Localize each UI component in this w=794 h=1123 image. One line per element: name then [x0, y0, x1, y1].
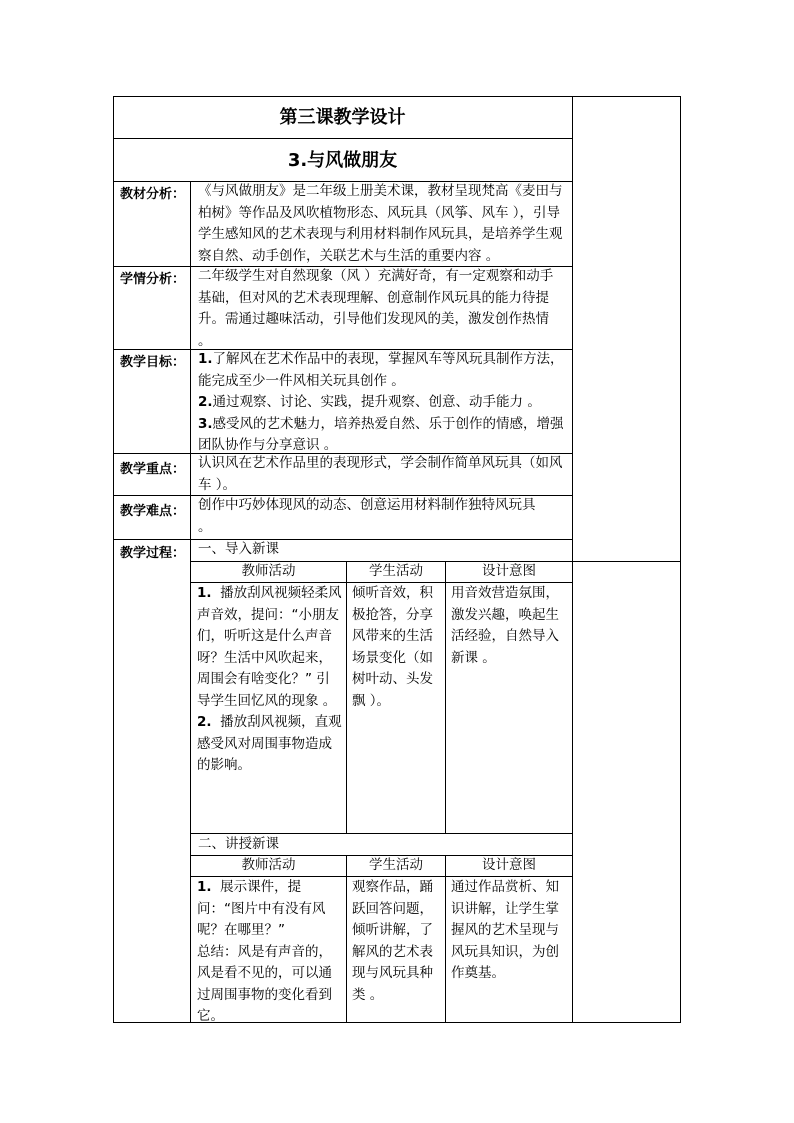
- difficulty-text: 创作中巧妙体现风的动态、创意运用材料制作独特风玩具 。: [198, 497, 540, 535]
- page-subtitle: 3.与风做朋友: [287, 150, 398, 171]
- table-divider-label-column: [190, 181, 191, 1023]
- teacher-summary: 总结：风是有声音的，风是看不见的，可以通过周围事物的变化看到它。: [197, 943, 332, 1024]
- table-border-right: [680, 96, 681, 1023]
- teacher-item: 1. 展示课件，提问：“图片中有没有风呢？在哪里？”: [197, 879, 326, 938]
- process-col-line: [445, 855, 446, 1023]
- goal-item: 2.通过观察、讨论、实践，提升观察、创意、动手能力 。: [198, 394, 541, 410]
- process-label: 教学过程：: [120, 546, 186, 561]
- goals-label: 教学目标：: [120, 355, 186, 370]
- row-line: [113, 138, 573, 139]
- section2-student-text: 观察作品，踊跃回答问题，倾听讲解，了解风的艺术表现与风玩具种类 。: [352, 879, 433, 1003]
- page-title: 第三课教学设计: [279, 107, 406, 128]
- header-teacher: 教师活动: [241, 857, 296, 873]
- key-label: 教学重点：: [120, 462, 186, 477]
- students-text: 二年级学生对自然现象（风 ）充满好奇，有一定观察和动手基础，但对风的艺术表现理解、创意制作风玩具的能力待提升。需通过趣味活动，引导他们发现风的美，激发创作热情 。: [198, 268, 554, 349]
- header-intent: 设计意图: [482, 857, 536, 873]
- header-student: 学生活动: [369, 857, 423, 873]
- section1-student-text: 倾听音效，积极抢答，分享风带来的生活场景变化（如树叶动、头发飘 ）。: [352, 585, 433, 709]
- table-divider-main-right: [572, 96, 573, 1023]
- students-label: 学情分析：: [120, 272, 186, 287]
- process-col-line: [346, 855, 347, 1023]
- header-intent: 设计意图: [482, 563, 536, 579]
- material-label: 教材分析：: [120, 187, 186, 202]
- section1-intent-text: 用音效营造氛围，激发兴趣，唤起生活经验，自然导入新课 。: [451, 585, 559, 666]
- difficulty-label: 教学难点：: [120, 504, 186, 519]
- section2-intent-text: 通过作品赏析、知识讲解，让学生掌握风的艺术呈现与风玩具知识，为创作奠基。: [451, 879, 559, 981]
- table-border-left: [113, 96, 114, 1023]
- teacher-item: 2. 播放刮风视频，直观感受风对周围事物造成的影响。: [197, 714, 342, 773]
- table-border-top: [113, 96, 681, 97]
- header-student: 学生活动: [369, 563, 423, 579]
- section-heading: 一、导入新课: [198, 541, 279, 557]
- header-teacher: 教师活动: [241, 563, 296, 579]
- process-col-line: [346, 561, 347, 833]
- material-text: 《与风做朋友》是二年级上册美术课，教材呈现梵高《麦田与柏树》等作品及风吹植物形态、风玩具（风筝、风车 ），引导学生感知风的艺术表现与利用材料制作风玩具，是培养学生观察自然、动手创作，关联艺术与生活的重要内容 。: [198, 183, 563, 264]
- key-text: 认识风在艺术作品里的表现形式，学会制作简单风玩具（如风车 ）。: [198, 455, 563, 493]
- teacher-item: 1. 播放刮风视频轻柔风声音效，提问：“小朋友们，听听这是什么声音呀？生活中风吹起来，周围会有啥变化？” 引导学生回忆风的现象 。: [197, 585, 342, 709]
- row-line: [113, 539, 573, 540]
- goal-item: 3.感受风的艺术魅力，培养热爱自然、乐于创作的情感，增强团队协作与分享意识 。: [198, 415, 564, 453]
- section2-teacher-cell: [197, 877, 342, 1028]
- section-heading: 二、讲授新课: [198, 836, 279, 852]
- goal-item: 1.了解风在艺术作品中的表现，掌握风车等风玩具制作方法，能完成至少一件风相关玩具创作 。: [198, 351, 564, 389]
- section1-teacher-cell: [197, 583, 342, 777]
- process-col-line: [445, 561, 446, 833]
- goals-list: [198, 349, 568, 457]
